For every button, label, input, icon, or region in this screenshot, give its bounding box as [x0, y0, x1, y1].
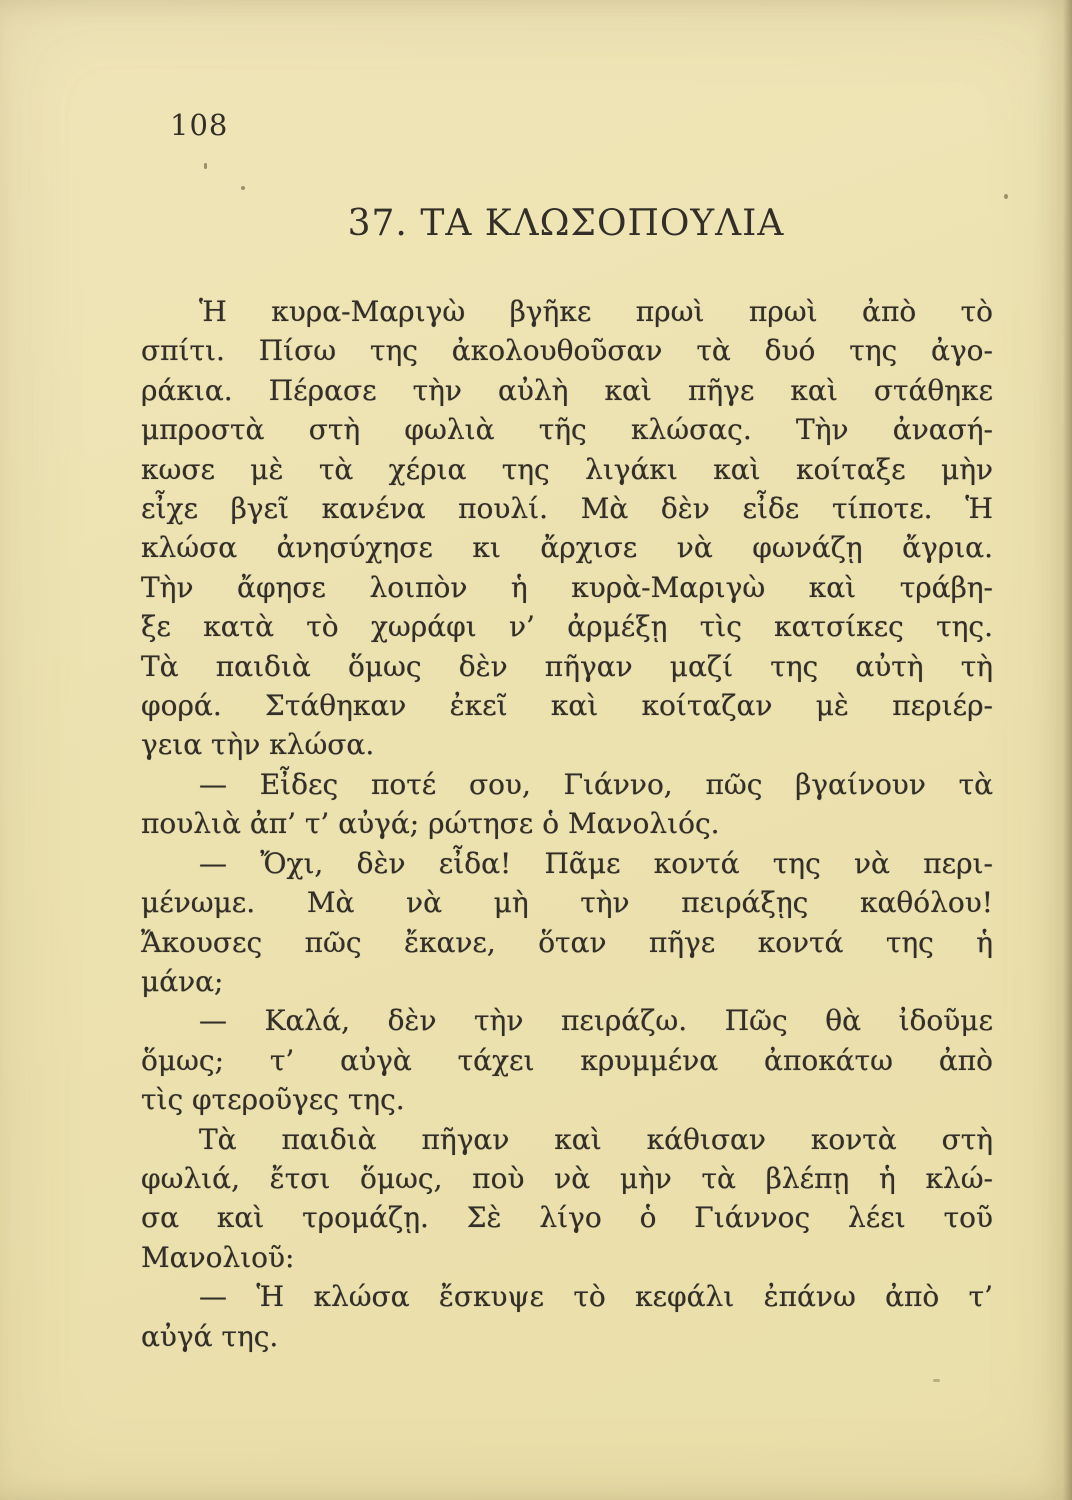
text-line: Τὰ παιδιὰ ὅμως δὲν πῆγαν μαζί της αὐτὴ τὴ	[141, 649, 993, 683]
text-line: μάνα;	[141, 964, 224, 998]
text-line: μπροστὰ στὴ φωλιὰ τῆς κλώσας. Τὴν ἀνασή-	[141, 413, 993, 447]
text-line: ξε κατὰ τὸ χωράφι ν’ ἀρμέξῃ τὶς κατσίκες της.	[141, 610, 993, 644]
text-line: ράκια. Πέρασε τὴν αὐλὴ καὶ πῆγε καὶ στάθηκε	[141, 373, 993, 407]
text-line: Μανολιοῦ:	[141, 1240, 295, 1274]
text-line: Τὴν ἄφησε λοιπὸν ἡ κυρὰ-Μαριγὼ καὶ τράβη-	[141, 570, 993, 604]
page-number: 108	[170, 108, 229, 142]
text-line: κωσε μὲ τὰ χέρια της λιγάκι καὶ κοίταξε μὴν	[141, 452, 993, 486]
text-line: — Εἶδες ποτέ σου, Γιάννο, πῶς βγαίνουν τὰ	[199, 767, 993, 801]
text-line: γεια τὴν κλώσα.	[141, 728, 375, 762]
paragraph	[141, 765, 993, 844]
paper-speck	[241, 186, 245, 190]
paragraph	[141, 844, 993, 1002]
paragraph	[141, 292, 993, 765]
paragraph	[141, 1120, 993, 1278]
text-line: σα καὶ τρομάζῃ. Σὲ λίγο ὁ Γιάννος λέει τοῦ	[141, 1201, 993, 1235]
text-line: — Καλά, δὲν τὴν πειράζω. Πῶς θὰ ἰδοῦμε	[199, 1004, 993, 1038]
text-line: — Ὄχι, δὲν εἶδα! Πᾶμε κοντά της νὰ περι-	[199, 846, 993, 880]
text-line: αὐγά της.	[141, 1319, 279, 1353]
text-line: Ἄκουσες πῶς ἔκανε, ὅταν πῆγε κοντά της ἡ	[141, 925, 993, 959]
paper-speck	[204, 163, 207, 169]
paper-speck	[1004, 194, 1008, 199]
paragraph	[141, 1277, 993, 1356]
text-line: φορά. Στάθηκαν ἐκεῖ καὶ κοίταζαν μὲ περιέρ-	[141, 689, 993, 723]
text-line: κλώσα ἀνησύχησε κι ἄρχισε νὰ φωνάζῃ ἄγρια.	[141, 531, 993, 565]
text-line: πουλιὰ ἀπ’ τ’ αὐγά; ρώτησε ὁ Μανολιός.	[141, 807, 720, 841]
text-line: Τὰ παιδιὰ πῆγαν καὶ κάθισαν κοντὰ στὴ	[199, 1122, 993, 1156]
text-line: εἶχε βγεῖ κανένα πουλί. Μὰ δὲν εἶδε τίποτε. Ἡ	[141, 492, 993, 526]
text-line: ὅμως; τ’ αὐγὰ τάχει κρυμμένα ἀποκάτω ἀπὸ	[141, 1043, 993, 1077]
story-title: 37. ΤΑ ΚΛΩΣΟΠΟΥΛΙΑ	[347, 203, 785, 244]
paper-speck	[933, 1379, 940, 1382]
text-line: μένωμε. Μὰ νὰ μὴ τὴν πειράξῃς καθόλου!	[141, 886, 993, 920]
text-line: — Ἡ κλώσα ἔσκυψε τὸ κεφάλι ἐπάνω ἀπὸ τ’	[199, 1280, 993, 1314]
page-edge-shadow	[1063, 0, 1072, 1500]
paragraph	[141, 1001, 993, 1119]
text-line: Ἡ κυρα-Μαριγὼ βγῆκε πρωὶ πρωὶ ἀπὸ τὸ	[199, 295, 993, 328]
text-line: σπίτι. Πίσω της ἀκολουθοῦσαν τὰ δυό της ἀγο-	[141, 334, 993, 368]
text-line: τὶς φτεροῦγες της.	[141, 1083, 405, 1117]
text-body	[141, 292, 993, 1356]
text-line: φωλιά, ἔτσι ὅμως, ποὺ νὰ μὴν τὰ βλέπῃ ἡ κλώ-	[141, 1161, 993, 1195]
